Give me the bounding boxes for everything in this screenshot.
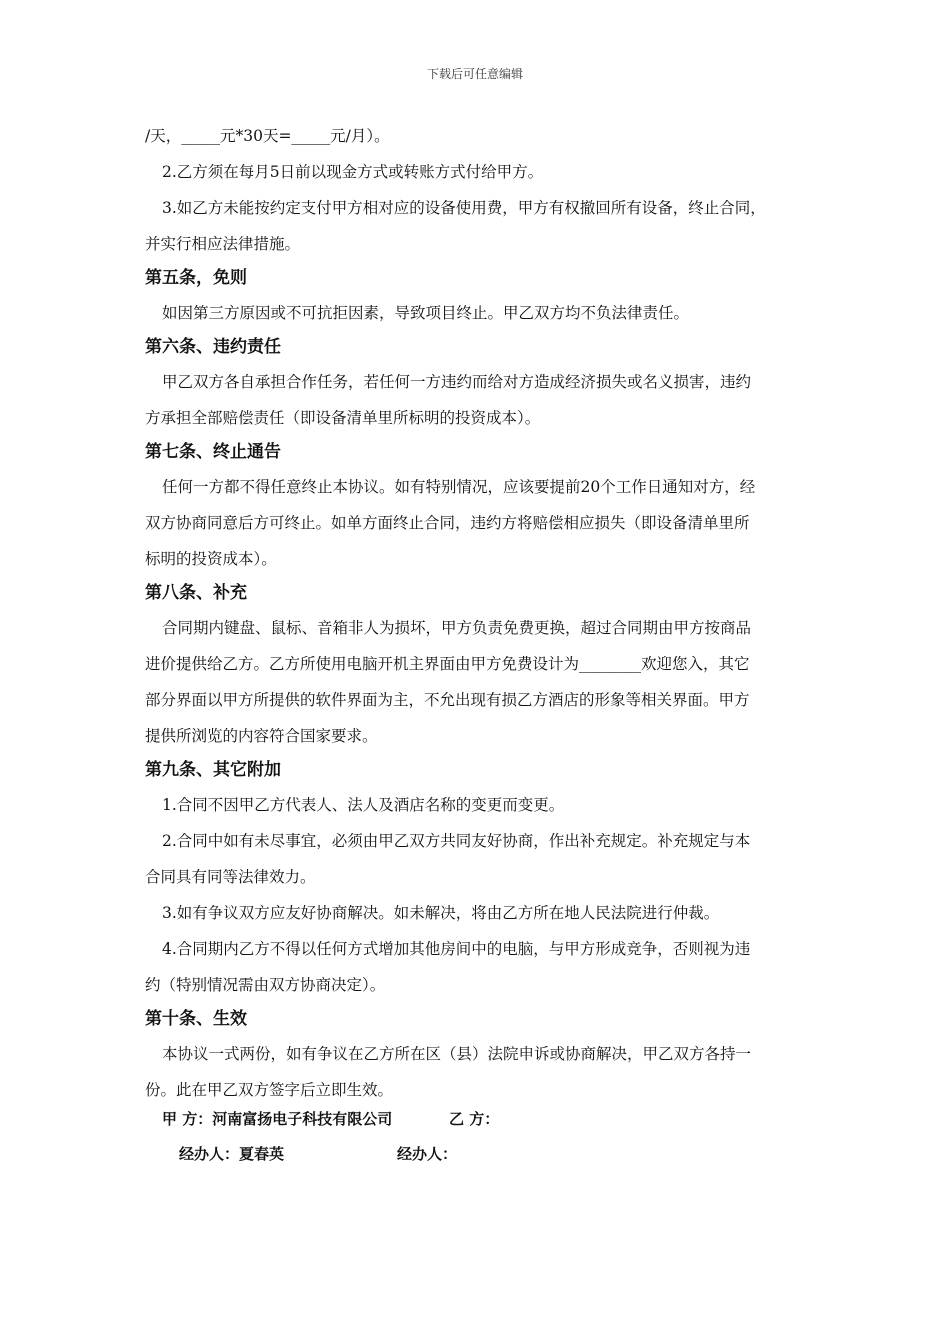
paragraph-line: 份。此在甲乙双方签字后立即生效。 (145, 1081, 394, 1099)
paragraph-line: 合同期内键盘、鼠标、音箱非人为损坏，甲方负责免费更换，超过合同期由甲方按商品 (162, 619, 752, 637)
paragraph-line: 约（特别情况需由双方协商决定）。 (145, 976, 386, 994)
paragraph-line: 2.合同中如有未尽事宜，必须由甲乙双方共同友好协商，作出补充规定。补充规定与本 (162, 832, 751, 850)
paragraph-line: 部分界面以甲方所提供的软件界面为主，不允出现有损乙方酒店的形象等相关界面。甲方 (145, 691, 750, 709)
section-heading: 第八条、补充 (145, 583, 247, 603)
contract-body (145, 118, 817, 1108)
paragraph-line: 如因第三方原因或不可抗拒因素，导致项目终止。甲乙双方均不负法律责任。 (162, 304, 690, 322)
section-heading: 第五条，免则 (145, 268, 247, 288)
paragraph-line: 3.如有争议双方应友好协商解决。如未解决，将由乙方所在地人民法院进行仲裁。 (162, 904, 720, 922)
signature-row-parties (162, 1101, 762, 1137)
paragraph-line: 并实行相应法律措施。 (145, 235, 301, 253)
paragraph-line: 3.如乙方未能按约定支付甲方相对应的设备使用费，甲方有权撤回所有设备，终止合同， (162, 199, 766, 217)
paragraph-line: 2.乙方须在每月5日前以现金方式或转账方式付给甲方。 (162, 163, 544, 181)
section-heading: 第十条、生效 (145, 1009, 247, 1029)
paragraph-line: 4.合同期内乙方不得以任何方式增加其他房间中的电脑，与甲方形成竞争，否则视为违 (162, 940, 751, 958)
paragraph-line: 提供所浏览的内容符合国家要求。 (145, 727, 378, 745)
paragraph-line: 双方协商同意后方可终止。如单方面终止合同，违约方将赔偿相应损失（即设备清单里所 (145, 514, 750, 532)
section-heading: 第七条、终止通告 (145, 442, 281, 462)
agent-b-label: 经办人： (397, 1145, 458, 1163)
signature-row-agents (179, 1136, 779, 1172)
paragraph-line: 甲乙双方各自承担合作任务，若任何一方违约而给对方造成经济损失或名义损害，违约 (162, 373, 752, 391)
paragraph-line: 1.合同不因甲乙方代表人、法人及酒店名称的变更而变更。 (162, 796, 565, 814)
paragraph-line: 合同具有同等法律效力。 (145, 868, 316, 886)
paragraph-line: 标明的投资成本）。 (145, 550, 277, 568)
page-header: 下载后可任意编辑 (426, 67, 523, 81)
party-b-label: 乙 方： (449, 1110, 500, 1128)
paragraph-line: /天，_____元*30天=_____元/月）。 (145, 127, 390, 145)
agent-a-label: 经办人：夏春英 (179, 1145, 285, 1163)
paragraph-line: 任何一方都不得任意终止本协议。如有特别情况，应该要提前20个工作日通知对方，经 (162, 478, 756, 496)
paragraph-line: 本协议一式两份，如有争议在乙方所在区（县）法院申诉或协商解决，甲乙双方各持一 (162, 1045, 752, 1063)
section-heading: 第九条、其它附加 (145, 760, 281, 780)
paragraph-line: 进价提供给乙方。乙方所使用电脑开机主界面由甲方免费设计为________欢迎您入，其它 (145, 655, 750, 673)
paragraph-line: 方承担全部赔偿责任（即设备清单里所标明的投资成本）。 (145, 409, 541, 427)
party-a-label: 甲 方：河南富扬电子科技有限公司 (162, 1110, 393, 1128)
section-heading: 第六条、违约责任 (145, 337, 281, 357)
